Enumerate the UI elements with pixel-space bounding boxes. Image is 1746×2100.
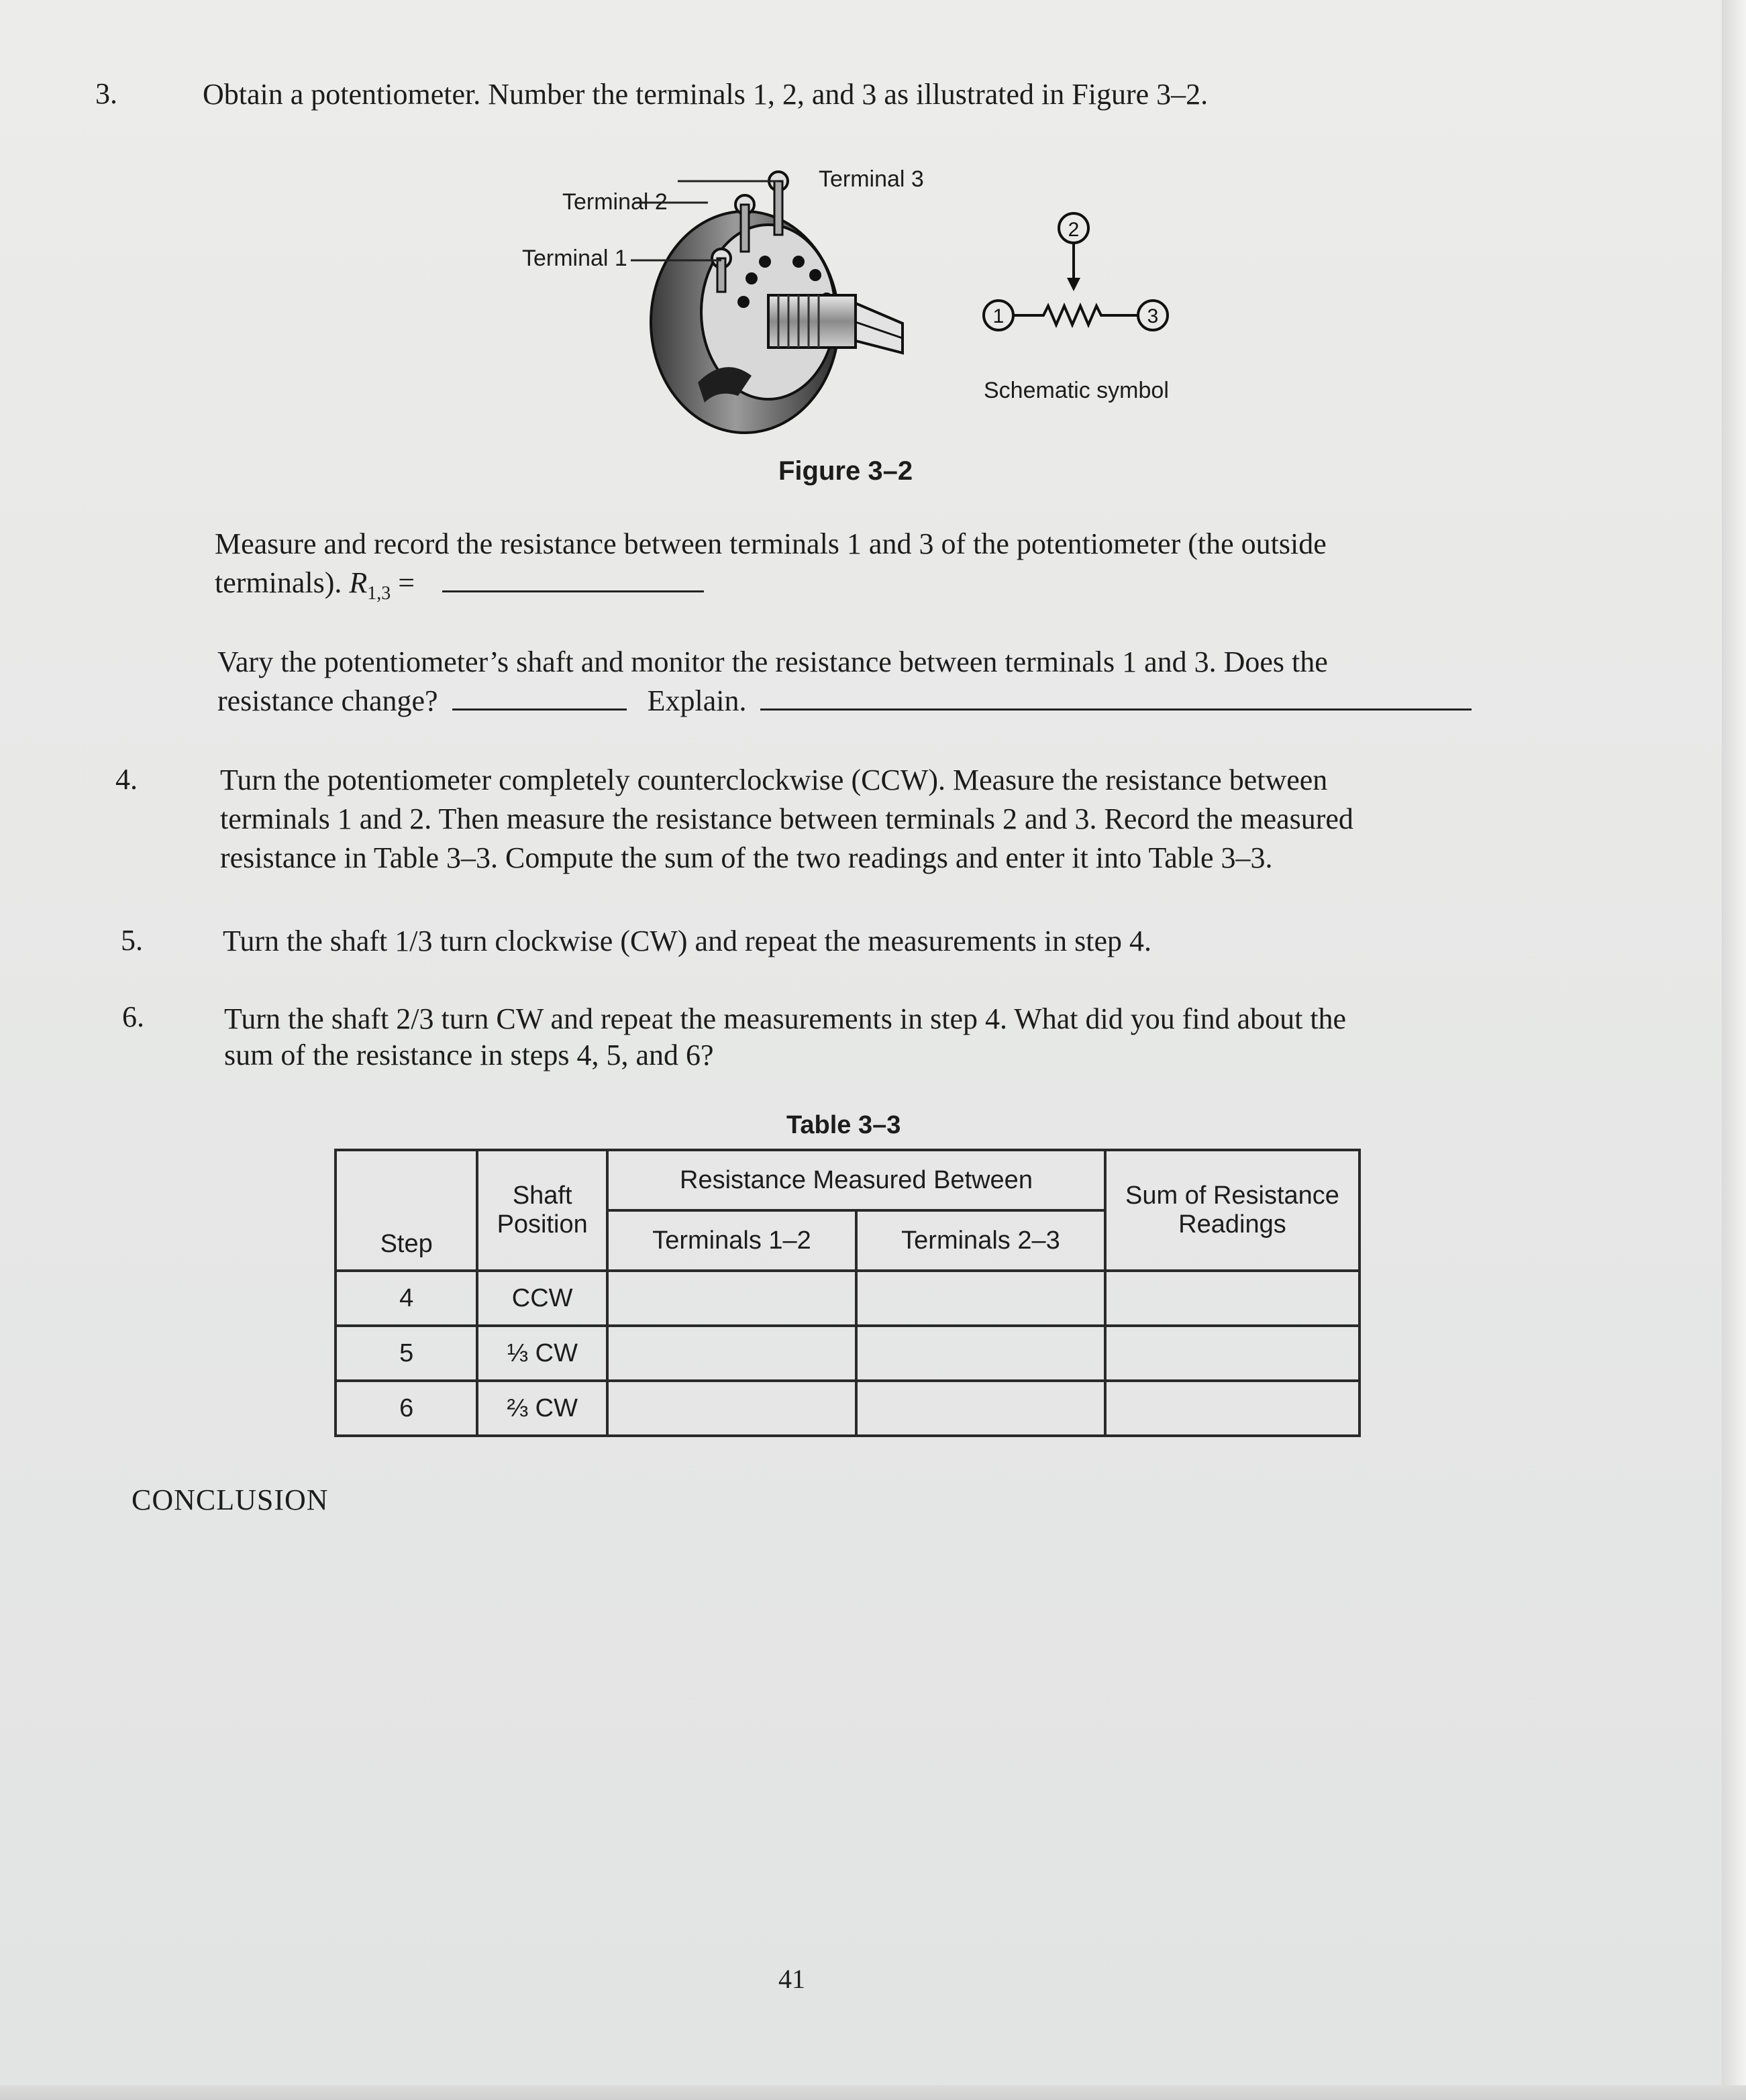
results-table <box>334 1149 1361 1437</box>
terminals-1-2-entry[interactable] <box>607 1381 856 1436</box>
terminal-2-label: Terminal 2 <box>562 189 668 215</box>
header-shaft-position <box>477 1150 607 1271</box>
vary-question: resistance change? <box>217 684 438 717</box>
header-terminals-1-2: Terminals 1–2 <box>607 1210 856 1271</box>
page-bottom-edge <box>0 2085 1746 2100</box>
step-6-line-1: Turn the shaft 2/3 turn CW and repeat the measurements in step 4. What did you find about the <box>224 1002 1347 1035</box>
step-5-number: 5. <box>121 924 143 957</box>
row-position-cell: ⅔ CW <box>477 1381 607 1436</box>
schematic-symbol <box>980 208 1181 342</box>
row-step-cell: 4 <box>336 1271 477 1326</box>
measure-prefix: terminals). <box>215 566 350 599</box>
table-title: Table 3–3 <box>786 1111 901 1139</box>
resistance-variable: R <box>349 566 368 599</box>
terminals-1-2-entry[interactable] <box>607 1326 856 1381</box>
row-step-cell: 5 <box>336 1326 477 1381</box>
row-step-cell: 6 <box>336 1381 477 1436</box>
figure-caption: Figure 3–2 <box>778 456 913 486</box>
r13-answer-blank[interactable] <box>442 565 704 592</box>
node-3-label: 3 <box>1147 305 1159 327</box>
step-4-line-1: Turn the potentiometer completely counterclockwise (CCW). Measure the resistance between <box>220 764 1328 796</box>
header-shaft-line-2: Position <box>497 1210 588 1239</box>
pot-shaft <box>768 295 903 353</box>
row-position-cell: CCW <box>477 1271 607 1326</box>
terminal-1-label: Terminal 1 <box>522 246 627 271</box>
header-sum-line-1: Sum of Resistance <box>1125 1182 1339 1210</box>
terminals-2-3-entry[interactable] <box>856 1381 1105 1436</box>
node-1-label: 1 <box>992 305 1005 327</box>
step-6-line-2: sum of the resistance in steps 4, 5, and 6? <box>224 1039 714 1071</box>
step-4-line-2: terminals 1 and 2. Then measure the resistance between terminals 2 and 3. Record the measured <box>220 802 1353 835</box>
step-3-text: Obtain a potentiometer. Number the terminals 1, 2, and 3 as illustrated in Figure 3–2. <box>203 78 1209 111</box>
sum-entry[interactable] <box>1105 1381 1359 1436</box>
vary-line-1: Vary the potentiometer’s shaft and monitor the resistance between terminals 1 and 3. Does the <box>217 645 1328 678</box>
step-3-number: 3. <box>95 77 117 110</box>
explain-blank[interactable] <box>760 683 1472 711</box>
equals-sign: = <box>391 566 415 599</box>
table-row <box>336 1326 1359 1381</box>
sum-entry[interactable] <box>1105 1326 1359 1381</box>
header-shaft-line-1: Shaft <box>512 1182 572 1210</box>
terminal-3-label: Terminal 3 <box>819 166 924 192</box>
measure-line-1: Measure and record the resistance between terminals 1 and 3 of the potentiometer (the outside <box>215 527 1327 560</box>
leader-lines <box>631 168 785 275</box>
step-5-text: Turn the shaft 1/3 turn clockwise (CW) and repeat the measurements in step 4. <box>223 925 1152 957</box>
header-terminals-2-3: Terminals 2–3 <box>856 1210 1105 1271</box>
page-number: 41 <box>778 1964 805 1994</box>
step-4-line-3: resistance in Table 3–3. Compute the sum of the two readings and enter it into Table 3–3. <box>220 841 1273 874</box>
table-row <box>336 1271 1359 1326</box>
header-sum <box>1105 1150 1359 1271</box>
measure-line-2 <box>215 564 704 613</box>
resistance-change-blank[interactable] <box>452 683 627 711</box>
schematic-symbol-label: Schematic symbol <box>984 378 1169 403</box>
header-resistance-group: Resistance Measured Between <box>607 1150 1105 1210</box>
step-6-number: 6. <box>122 1000 144 1033</box>
conclusion-heading: CONCLUSION <box>132 1483 329 1516</box>
row-position-cell: ⅓ CW <box>477 1326 607 1381</box>
node-2-label: 2 <box>1068 219 1080 241</box>
terminals-1-2-entry[interactable] <box>607 1271 856 1326</box>
resistance-subscript: 1,3 <box>367 582 391 604</box>
step-4-number: 4. <box>115 763 138 796</box>
page-edge-shadow <box>1722 0 1746 2100</box>
terminals-2-3-entry[interactable] <box>856 1326 1105 1381</box>
vary-line-2 <box>217 682 1472 721</box>
sum-entry[interactable] <box>1105 1271 1359 1326</box>
resistor-zigzag <box>1013 306 1138 325</box>
header-sum-line-2: Readings <box>1178 1210 1286 1239</box>
table-row <box>336 1381 1359 1436</box>
explain-label: Explain. <box>647 684 747 717</box>
header-step: Step <box>336 1150 477 1271</box>
terminals-2-3-entry[interactable] <box>856 1271 1105 1326</box>
